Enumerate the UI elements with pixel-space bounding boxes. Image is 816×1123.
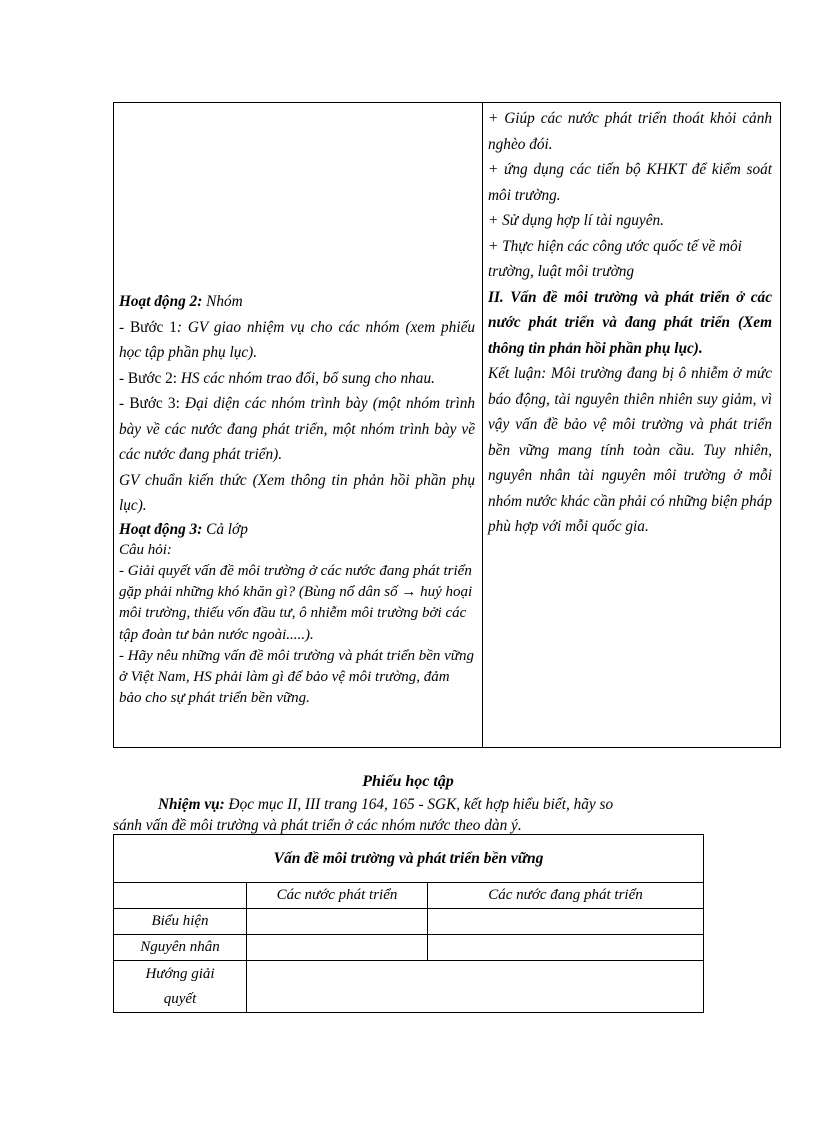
cell-cause-developing — [428, 935, 704, 961]
step-1 — [119, 315, 475, 366]
row-label-cause: Nguyên nhân — [114, 935, 247, 961]
task-line-1 — [113, 795, 703, 816]
bullet-1: + Giúp các nước phát triển thoát khỏi cảnh nghèo đói. — [488, 110, 772, 153]
corner-cell — [114, 883, 247, 909]
row-label-solution: Hướng giải quyết — [114, 961, 247, 1013]
step-1-text: : GV giao nhiệm vụ cho các nhóm (xem phiếu học tập phần phụ lục). — [119, 318, 476, 361]
question-1: - Giải quyết vấn đề môi trường ở các nước đang phát triển gặp phải những khó khăn gì? (Bùng nổ dân số → huỷ hoại môi trường, thiếu vốn đầu tư, ô nhiễm môi trường bởi các tập đoàn tư bản nước ngoài.....). — [119, 562, 473, 643]
gv-summary: GV chuẩn kiến thức (Xem thông tin phản hồi phần phụ lục). — [119, 471, 475, 514]
activity-2-label: Hoạt động 2: — [119, 293, 203, 310]
step-1-prefix: - Bước 1 — [119, 318, 177, 336]
bullet-2: + ứng dụng các tiến bộ KHKT để kiểm soát môi trường. — [488, 161, 772, 204]
question-2: - Hãy nêu những vấn đề môi trường và phát triển bền vững ở Việt Nam, HS phải làm gì để bảo vệ môi trường, đảm bảo cho sự phát triển bền vững. — [119, 647, 474, 707]
activity-3 — [119, 519, 475, 540]
worksheet-task — [113, 795, 703, 836]
knowledge-text — [488, 106, 772, 540]
activity-text — [119, 289, 475, 709]
question-label: Câu hỏi: — [119, 541, 172, 558]
activity-3-label: Hoạt động 3: — [119, 520, 203, 538]
step-3-prefix: - Bước 3: — [119, 395, 180, 412]
header-developed: Các nước phát triển — [247, 883, 428, 909]
step-2-text: HS các nhóm trao đổi, bổ sung cho nhau. — [177, 369, 435, 387]
step-2 — [119, 366, 475, 392]
activity-2 — [119, 289, 475, 315]
lesson-table — [113, 102, 781, 748]
step-3-text: Đại diện các nhóm trình bày (một nhóm trình bày về các nước đang phát triển, một nhóm trình bày về các nước đang phát triển). — [119, 395, 475, 463]
task-line-1-text: Đọc mục II, III trang 164, 165 - SGK, kết hợp hiểu biết, hãy so — [224, 796, 614, 813]
conclusion: Kết luận: Môi trường đang bị ô nhiễm ở mức báo động, tài nguyên thiên nhiên suy giảm, vì vậy vấn đề bảo vệ môi trường và phát triển bền vững mang tính toàn cầu. Tuy nhiên, nguyên nhân tài nguyên môi trường ở mỗi nhóm nước khác cần phải có những biện pháp phù hợp với mỗi quốc gia. — [488, 365, 772, 535]
knowledge-column — [483, 103, 780, 747]
cell-expression-developed — [247, 909, 428, 935]
cell-cause-developed — [247, 935, 428, 961]
step-3 — [119, 391, 475, 468]
teacher-activity-column — [114, 103, 483, 747]
row-label-expression: Biểu hiện — [114, 909, 247, 935]
worksheet-title: Phiếu học tập — [362, 773, 454, 790]
header-developing: Các nước đang phát triển — [428, 883, 704, 909]
bullet-4: + Thực hiện các công ước quốc tế về môi trường, luật môi trường — [488, 237, 742, 280]
task-line-2: sánh vấn đề môi trường và phát triển ở các nhóm nước theo dàn ý. — [113, 816, 522, 834]
activity-3-mode: Cả lớp — [202, 520, 248, 538]
bullet-3: + Sử dụng hợp lí tài nguyên. — [488, 212, 664, 229]
step-2-prefix: - Bước 2: — [119, 369, 178, 387]
task-label: Nhiệm vụ: — [158, 796, 225, 813]
comparison-table-title: Vấn đề môi trường và phát triển bền vững — [114, 835, 704, 883]
activity-2-mode: Nhóm — [202, 293, 243, 310]
cell-solution — [247, 961, 704, 1013]
section-heading: II. Vấn đề môi trường và phát triển ở các nước phát triển và đang phát triển (Xem thông tin phản hồi phần phụ lục). — [488, 288, 772, 357]
cell-expression-developing — [428, 909, 704, 935]
comparison-table — [113, 834, 704, 1013]
